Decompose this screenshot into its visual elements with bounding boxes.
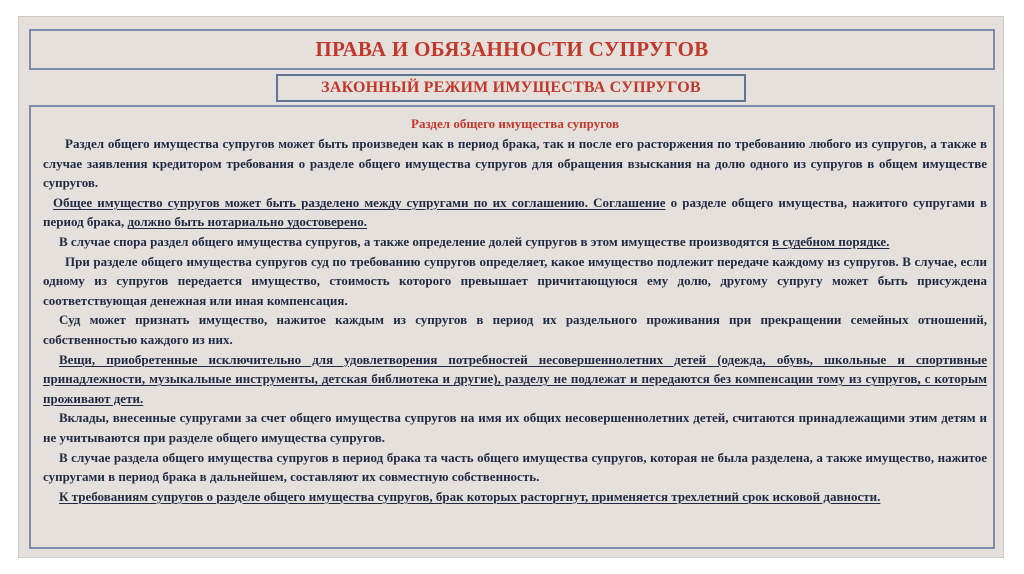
paragraph-2 <box>43 193 987 232</box>
paragraph-3-court: в судебном порядке. <box>772 233 890 249</box>
paragraph-2-agreement: Общее имущество супругов может быть разделено между супругами по их соглашению. Соглашение <box>53 194 666 210</box>
slide <box>18 16 1004 558</box>
paragraph-6-text: , приобретенные исключительно для удовлетворения потребностей несовершеннолетних детей (одежда, обувь, школьные и спортивные принадлежности, музыкальные инструменты, детская библиотека и другие), разделу не подлежат и передаются без компенсации тому из супругов, с которым проживают дети. <box>43 351 987 406</box>
paragraph-2-middle: о разделе общего имущества, нажитого супругами в период брака, <box>43 194 988 230</box>
subtitle-frame <box>276 74 746 102</box>
paragraph-6 <box>43 350 987 409</box>
paragraph-4: При разделе общего имущества супругов суд по требованию супругов определяет, какое имущество подлежит передаче каждому из супругов. В случае, если одному из супругов передается имущество, стоимость которого превышает причитающуюся ему долю, другому супругу может быть присуждена соответствующая денежная или иная компенсация. <box>43 253 987 308</box>
paragraph-2-notary: должно быть нотариально удостоверено. <box>127 214 368 230</box>
page-title: ПРАВА И ОБЯЗАННОСТИ СУПРУГОВ <box>315 37 709 61</box>
paragraph-1: Раздел общего имущества супругов может быть произведен как в период брака, так и после его расторжения по требованию любого из супругов, а также в случае заявления кредитором требования о разделе общего имущества супругов для обращения взыскания на долю одного из супругов в общем имуществе супругов. <box>43 136 987 191</box>
paragraph-8: В случае раздела общего имущества супругов в период брака та часть общего имущества супругов, которая не была разделена, а также имущество, нажитое супругами в период брака в дальнейшем, составляют их совместную собственность. <box>43 449 987 485</box>
page-subtitle: ЗАКОННЫЙ РЕЖИМ ИМУЩЕСТВА СУПРУГОВ <box>321 79 701 96</box>
paragraph-9-text: К требованиям супругов о разделе общего имущества супругов, брак которых расторгнут, применяется трехлетний срок исковой давности. <box>59 488 881 504</box>
title-frame <box>29 29 995 70</box>
paragraph-3 <box>43 232 987 252</box>
paragraph-3-text: В случае спора раздел общего имущества супругов, а также определение долей супругов в этом имуществе производятся <box>59 233 773 249</box>
content-frame <box>29 105 995 549</box>
paragraph-6-things: Вещи <box>59 351 92 367</box>
paragraph-5: Суд может признать имущество, нажитое каждым из супругов в период их раздельного проживания при прекращении семейных отношений, собственностью каждого из них. <box>43 312 987 347</box>
paragraph-9 <box>43 487 987 507</box>
section-title: Раздел общего имущества супругов <box>411 116 619 131</box>
paragraph-7: Вклады, внесенные супругами за счет общего имущества супругов на имя их общих несовершеннолетних детей, считаются принадлежащими этим детям и не учитываются при разделе общего имущества супругов. <box>43 410 987 445</box>
